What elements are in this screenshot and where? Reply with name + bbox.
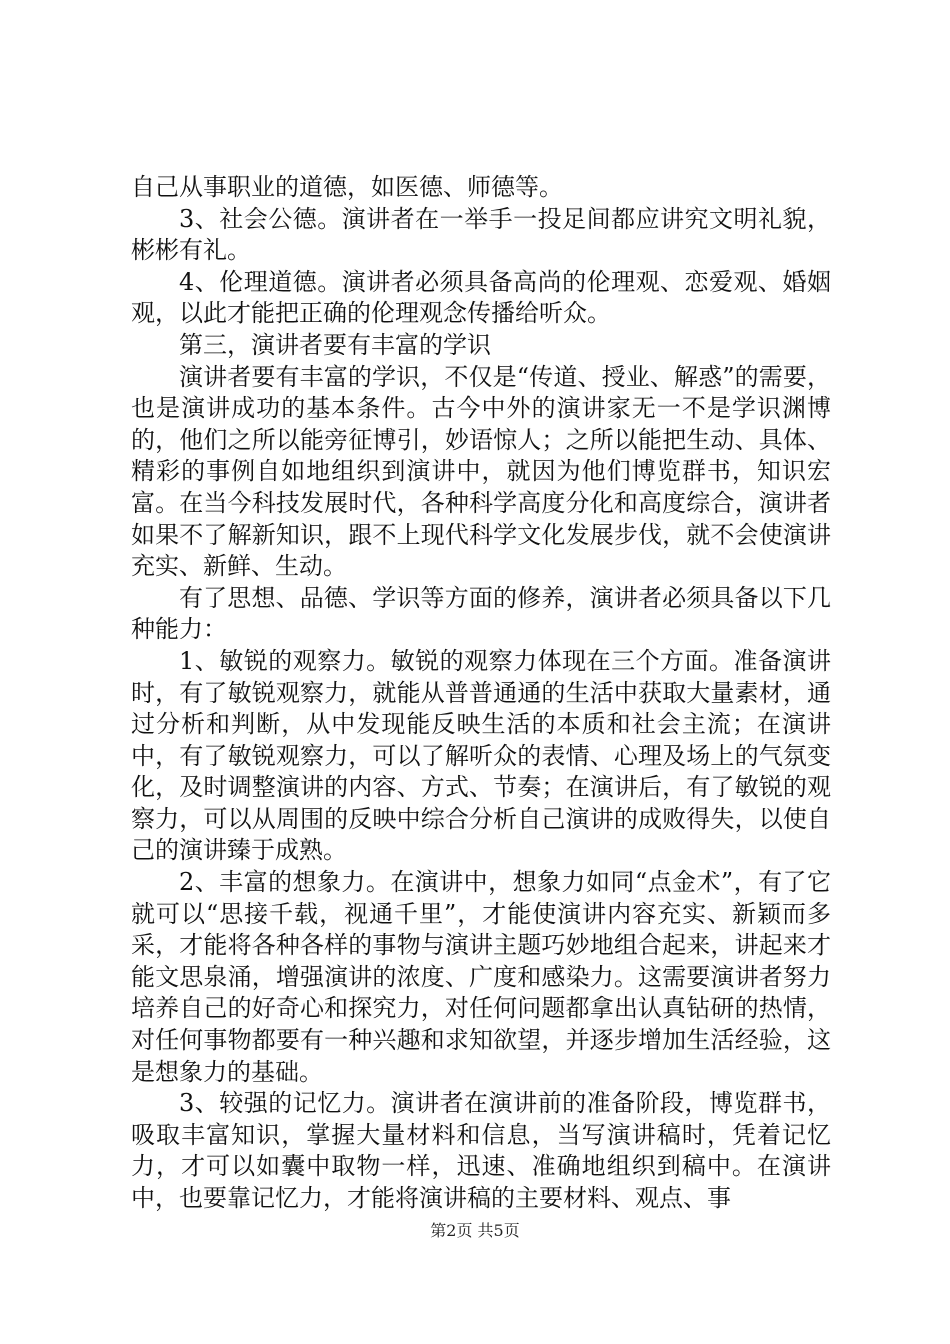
paragraph-imagination: 2、丰富的想象力。在演讲中，想象力如同“点金术”，有了它就可以“思接千载，视通千里”，才能使演讲内容充实、新颖而多采，才能将各种各样的事物与演讲主题巧妙地组合起来，讲起来才能文思泉涌，增强演讲的浓度、广度和感染力。这需要演讲者努力培养自己的好奇心和探究力，对任何问题都拿出认真钻研的热情，对任何事物都要有一种兴趣和求知欲望，并逐步增加生活经验，这是想象力的基础。	[131, 868, 831, 1086]
paragraph-social-morality: 3、社会公德。演讲者在一举手一投足间都应讲究文明礼貌，彬彬有礼。	[131, 204, 831, 265]
paragraph-memory: 3、较强的记忆力。演讲者在演讲前的准备阶段，博览群书，吸取丰富知识，掌握大量材料和信息，当写演讲稿时，凭着记忆力，才可以如囊中取物一样，迅速、准确地组织到稿中。在演讲中，也要靠记忆力，才能将演讲稿的主要材料、观点、事	[131, 1089, 831, 1212]
paragraph-ethics: 4、伦理道德。演讲者必须具备高尚的伦理观、恋爱观、婚姻观，以此才能把正确的伦理观念传播给听众。	[131, 267, 831, 328]
paragraph-knowledge: 演讲者要有丰富的学识，不仅是“传道、授业、解惑”的需要，也是演讲成功的基本条件。古今中外的演讲家无一不是学识渊博的，他们之所以能旁征博引，妙语惊人；之所以能把生动、具体、精彩的事例自如地组织到演讲中，就因为他们博览群书，知识宏富。在当今科技发展时代，各种科学高度分化和高度综合，演讲者如果不了解新知识，跟不上现代科学文化发展步伐，就不会使演讲充实、新鲜、生动。	[131, 362, 831, 581]
paragraph-observation: 1、敏锐的观察力。敏锐的观察力体现在三个方面。准备演讲时，有了敏锐观察力，就能从普普通通的生活中获取大量素材，通过分析和判断，从中发现能反映生活的本质和社会主流；在演讲中，有了敏锐观察力，可以了解听众的表情、心理及场上的气氛变化，及时调整演讲的内容、方式、节奏；在演讲后，有了敏锐的观察力，可以从周围的反映中综合分析自己演讲的成败得失，以使自己的演讲臻于成熟。	[131, 646, 831, 865]
page-number-footer: 第2页 共5页	[430, 1221, 520, 1240]
section-heading: 第三，演讲者要有丰富的学识	[179, 330, 491, 359]
paragraph-abilities-intro: 有了思想、品德、学识等方面的修养，演讲者必须具备以下几种能力：	[131, 583, 831, 644]
document-body	[131, 172, 831, 1215]
paragraph-continued: 自己从事职业的道德，如医德、师德等。	[131, 173, 563, 201]
